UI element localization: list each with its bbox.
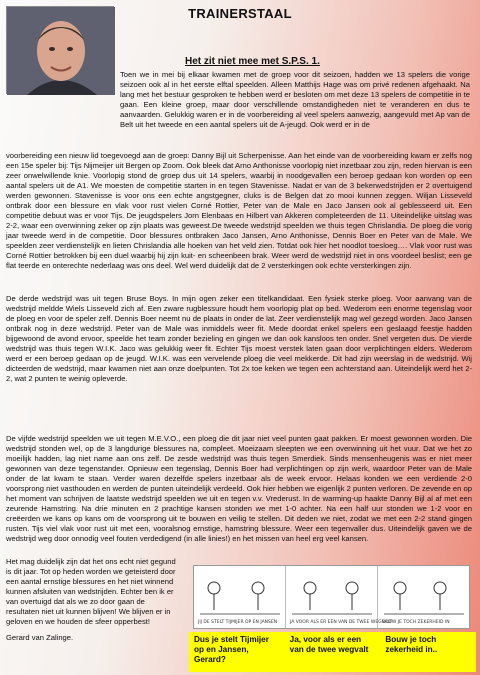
article-paragraph-3: De vijfde wedstrijd speelden we uit tegen M.E.V.O., een ploeg die dit jaar niet veel punten gaat pakken. Er moest gewonnen worden. Die wedstrijd stonden wel, op de 3 langdurige blessures na, compleet. Moeizaam sleepten we een overwinning uit het vuur. Dat we het zo moeilijk hadden, lag niet name aan ons zelf. De zesde wedstrijd was thuis tegen Smerdiek. Sinds mensenheugenis was er niet meer gewonnen van deze tegenstander. Opnieuw een tegenslag, Dennis Boer had verplichtingen op zijn werk, waardoor Peter van de Male onder de lat kwam te staan. Verder waren dezelfde spelers inzetbaar als de week ervoor. Helaas konden we een verdiende 2-0 voorsprong niet vasthouden en werden de punten uiteindelijk verdeeld. Ook hier hebben we eigenlijk 2 punten verloren. De zevende en op het moment van schrijven de laatste wedstrijd speelden we uit en tegen v.v. Vrederust. In de warming-up haakte Danny Bijl al af met een zeurende Hamstring. Na drie minuten en 2 prachtige kansen stonden we met 1-0 achter. Na een half uur stonden we 1-2 voor en creëerden we kans op kans om de voorsprong uit te bouwen en veilig te stellen. Dit deden we niet, zodat we met een 2-2 stand gingen rusten. Tijs viel vlak voor rust uit met een, vooralsnog ernstige, hamstring blessure. Weer een tegenvaller dus. Uiteindelijk gaven we de wedstrijd weg door onnodig veel fouten verdedigend (in alle linies!) en het missen van heel erg veel kansen. [6,434,472,543]
article-paragraph-4: Het mag duidelijk zijn dat het ons echt niet gegund is dit jaar. Tot op heden worden we geteisterd door een aantal ernstige blessures en het niet winnend kunnen afsluiten van wedstrijden. Echter ben ik er van overtuigd dat als we zo door gaan de resultaten niet uit kunnen blijven! We blijven er in geloven en we houden de sfeer opperbest! [6,557,176,626]
comic-caption-2: Ja, voor als er een van de twee wegvalt [289,635,369,654]
comic-panel-1-text: JIJ DE STELT TIJMIJER OP EN JANSEN [198,620,278,625]
article-paragraph-1: voorbereiding een nieuw lid toegevoegd aan de groep: Danny Bijl uit Scherpenisse. Aan het einde van de voorbereiding kwam er zelfs nog een 15e speler bij: Tijs Nijmeijer uit Bergen op Zoom. Ook bleek dat Arno Anthonisse voorlopig niet inzetbaar zou zijn, reden hiervan is een zeer onwelwillende knie. Voorlopig stond de groep dus uit 14 spelers, waarbij in noodgevallen een beroep gedaan kon worden op een aantal spelers uit de A1. We moesten de competitie starten in en tegen Stavenisse. Nadat er van de 3 bekerwedstrijden er 2 overtuigend werden gewonnen. Stavenisse is voor ons een echte angstgegner, cluks is de Belgen dat zo mooi kunnen zeggen. Wiljan Lisseveld ontbrak door een blessure en vlak voor rust vielen Corné Rottier, Peter van de Male en Jaco Jansen ook al geblesseerd uit. Een competitie debuut was er voor Tijs. De jeugdspelers Jorn Elenbaas en Hilbert van Akkeren completeerden de 11. Uiteindelijke uitslag was 2-2, waar een overwinning zeker op zijn plaats was geweest.De tweede wedstrijd speelden we thuis tegen Chrislandia. De ploeg die vorig jaar tweede werd in de competitie. Door blessures ontbraken Jaco Jansen, Arno Anthonisse, Dennis Boer en Peter van de Male. We speelden zeer verdienstelijk en lieten Chrislandia alle hoeken van het veld zien. Totdat ook hier het noodlot toesloeg…. Vlak voor rust was Corné Rottier betrokken bij een duel waarbij hij zijn kuit- en scheenbeen brak. Weer werd de wedstrijd niet in ons voordeel beslist; een ge flat teerde en onterechte nederlaag was ons deel. Wel werd duidelijk dat de 2 versterkingen ook echte versterkingen zijn. [6,151,472,270]
page-title: TRAINERSTAAL [188,6,292,21]
comic-panel-3-text: BOUW JE TOCH ZEKERHEID IN [382,620,450,625]
comic-caption-1: Dus je stelt Tijmijer op en Jansen, Gerard? [194,635,269,664]
comic-panel-2 [286,566,393,628]
comic-strip [193,565,470,629]
signature: Gerard van Zalinge. [6,633,74,642]
comic-caption-3: Bouw je toch zekerheid in.. [385,635,438,654]
comic-figures-icon [194,566,286,628]
article-subtitle: Het zit niet mee met S.P.S. 1. [185,56,320,67]
comic-captions [189,632,476,672]
comic-figures-icon [286,566,393,628]
comic-figures-icon [378,566,470,628]
article-intro: Toen we in mei bij elkaar kwamen met de groep voor dit seizoen, hadden we 13 spelers die vorige seizoen ook al in het eerste elftal speelden. Alleen Matthijs Hage was om privé redenen afgehaakt. Na lang met het bestuur gesproken te hebben werd er besloten om met deze 13 spelers de competitie in te gaan. Een kleine groep, maar door verschillende omstandigheden niet te veranderen en dus te aanvaarden. Gelukkig waren er in de voorbereiding al veel spelers aanwezig, aangevuld met Ap van de Belt uit het tweede en een aantal spelers uit de A-jeugd. Ook werd er in de [120,70,470,129]
comic-panel-1 [194,566,286,628]
article-paragraph-2: De derde wedstrijd was uit tegen Bruse Boys. In mijn ogen zeker een titelkandidaat. Een fysiek sterke ploeg. Voor aanvang van de wedstrijd meldde Wiels Lisseveld zich af. Een zware rugblessure houdt hem voorlopig plat op bed. Wederom een enorme tegenslag voor de ploeg en voor de speler zelf. Dennis Boer neemt nu de plaats in onder de lat. Zeer verdienstelijk mag wel gezegd worden. Jaco Jansen ontbrak nog in deze wedstrijd. Peter van de Male was inmiddels weer fit. Mede doordat enkel spelers een geslaagd feestje hadden bijgewoond de avond ervoor, speelde het team zonder bezieling en gingen we dan ook kansloos ten onder. Snel vergeten dus. De vierde wedstrijd was thuis tegen W.I.K. Jaco was gelukkig weer fit. Echter Tijs moest verstek laten gaan door verplichtingen elders. Wederom werd er een beroep gedaan op de jeugd. W.I.K. was een vervelende ploeg die veel mekkerde. Dit had zijn weerslag in de wedstrijd. Wij dicteerden de wedstrijd, maar kwamen niet aan onze doelpunten. Tot 2x toe keken we tegen een achterstand aan. Uiteindelijk werd het 2-2, wat 2 punten te weinig opleverde. [6,294,472,383]
comic-panel-2-text: JA VOOR ALS ER EEN VAN DE TWEE WEGVALT [290,620,393,625]
comic-panel-3 [378,566,470,628]
